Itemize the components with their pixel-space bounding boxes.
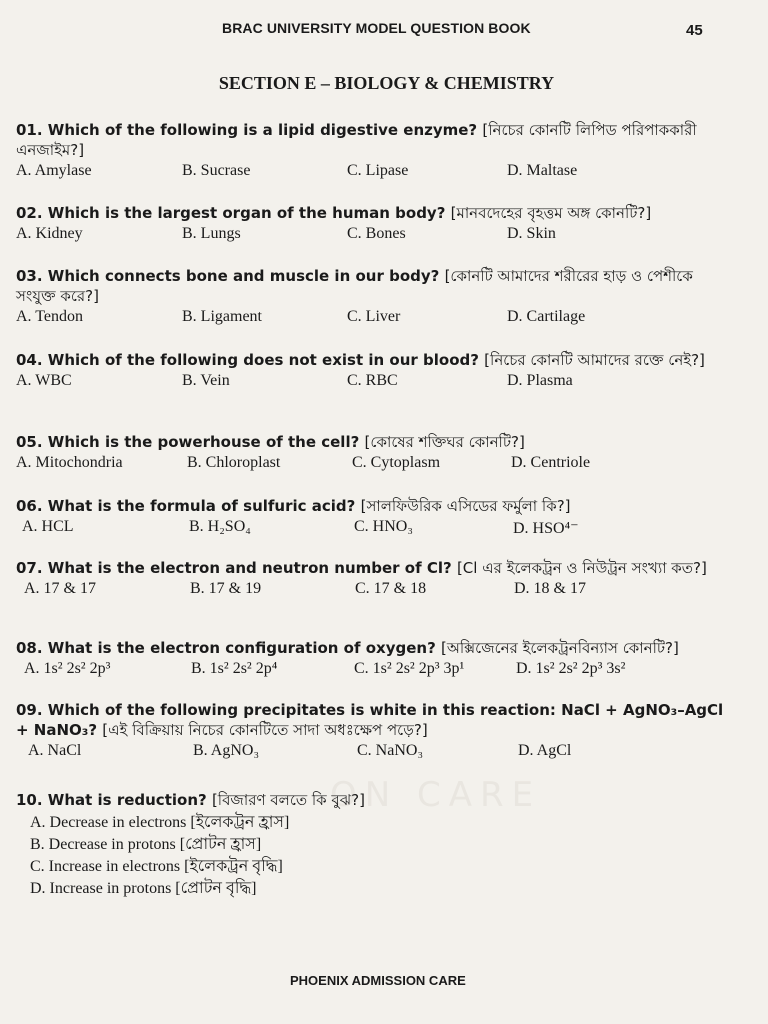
watermark-text: ON CARE: [330, 775, 542, 815]
section-title: SECTION E – BIOLOGY & CHEMISTRY: [218, 73, 555, 93]
question-text: [16, 120, 736, 160]
options-row: [16, 454, 736, 476]
question-bangla: [নিচের কোনটি লিপিড পরিপাককারী এনজাইম?]: [16, 121, 697, 159]
options-row: [16, 225, 736, 247]
options-row: [16, 162, 736, 184]
question-english: 08. What is the electron configuration of oxygen?: [16, 639, 436, 657]
option-d: D. AgCl: [518, 742, 572, 759]
book-title: BRAC UNIVERSITY MODEL QUESTION BOOK: [222, 20, 531, 36]
question-text: [16, 638, 736, 658]
question-text: [16, 350, 736, 370]
question-text: [16, 203, 736, 223]
option-b: B. Decrease in protons [প্রোটন হ্রাস]: [30, 836, 262, 853]
option-c: C. 1s² 2s² 2p³ 3p¹: [354, 660, 465, 677]
options-row: [16, 580, 736, 602]
option-d: D. 18 & 17: [514, 580, 586, 597]
option-c: C. RBC: [347, 372, 398, 389]
options-row: [16, 518, 736, 540]
option-c: C. NaNO₃: [357, 742, 424, 759]
question-4: [16, 350, 736, 394]
question-bangla: [সালফিউরিক এসিডের ফর্মুলা কি?]: [360, 497, 571, 515]
question-english: 02. Which is the largest organ of the human body?: [16, 204, 446, 222]
option-d: D. Skin: [507, 225, 556, 242]
option-a: A. 17 & 17: [24, 580, 96, 597]
question-english: 06. What is the formula of sulfuric acid?: [16, 497, 356, 515]
options-list: [16, 812, 736, 900]
option-c: C. Bones: [347, 225, 406, 242]
option-b: B. 17 & 19: [190, 580, 262, 597]
option-b: B. Vein: [182, 372, 230, 389]
option-a: A. Tendon: [16, 308, 84, 325]
question-text: [16, 790, 736, 810]
question-english: 05. Which is the powerhouse of the cell?: [16, 433, 360, 451]
option-c: C. Cytoplasm: [352, 454, 441, 471]
option-d: D. Increase in protons [প্রোটন বৃদ্ধি]: [30, 880, 257, 897]
option-d: D. HSO⁴⁻: [513, 520, 579, 537]
option-b: B. Sucrase: [182, 162, 251, 179]
question-text: [16, 432, 736, 452]
option-c: C. Lipase: [347, 162, 409, 179]
options-row: [16, 372, 736, 394]
option-c: C. HNO₃: [354, 518, 413, 535]
page-header: [0, 20, 768, 44]
option-d: D. Plasma: [507, 372, 573, 389]
options-row: [16, 308, 736, 330]
question-8: [16, 638, 736, 682]
question-text: [16, 496, 736, 516]
question-english: 09. Which of the following precipitates is white in this reaction: NaCl + AgNO₃–AgCl + NaNO₃?: [16, 701, 724, 739]
option-a: A. HCL: [22, 518, 74, 535]
question-5: [16, 432, 736, 476]
option-a: A. 1s² 2s² 2p³: [24, 660, 111, 677]
option-b: B. H₂SO₄: [189, 518, 251, 535]
page-number: 45: [686, 22, 703, 39]
question-bangla: [বিজারণ বলতে কি বুঝ?]: [211, 791, 365, 809]
option-a: A. Kidney: [16, 225, 83, 242]
question-bangla: [Cl এর ইলেকট্রন ও নিউট্রন সংখ্যা কত?]: [456, 559, 707, 577]
option-d: D. 1s² 2s² 2p³ 3s²: [516, 660, 626, 677]
question-bangla: [কোষের শক্তিঘর কোনটি?]: [364, 433, 525, 451]
option-b: B. Lungs: [182, 225, 241, 242]
question-3: [16, 266, 736, 330]
option-a: A. Amylase: [16, 162, 92, 179]
question-text: [16, 700, 736, 740]
question-english: 07. What is the electron and neutron number of Cl?: [16, 559, 452, 577]
option-a: A. Mitochondria: [16, 454, 123, 471]
option-b: B. Chloroplast: [187, 454, 281, 471]
option-b: B. AgNO₃: [193, 742, 260, 759]
question-7: [16, 558, 736, 602]
option-d: D. Centriole: [511, 454, 591, 471]
question-1: [16, 120, 736, 184]
question-english: 10. What is reduction?: [16, 791, 207, 809]
question-9: [16, 700, 736, 764]
page-footer: PHOENIX ADMISSION CARE: [290, 973, 466, 988]
question-bangla: [এই বিক্রিয়ায় নিচের কোনটিতে সাদা অধঃক্ষেপ পড়ে?]: [102, 721, 428, 739]
option-d: D. Cartilage: [507, 308, 586, 325]
question-english: 01. Which of the following is a lipid digestive enzyme?: [16, 121, 478, 139]
question-10: [16, 790, 736, 900]
options-row: [16, 742, 736, 764]
option-a: A. NaCl: [28, 742, 82, 759]
question-text: [16, 266, 736, 306]
option-c: C. Liver: [347, 308, 401, 325]
question-bangla: [কোনটি আমাদের শরীরের হাড় ও পেশীকে সংযুক্ত করে?]: [16, 267, 693, 305]
question-bangla: [মানবদেহের বৃহত্তম অঙ্গ কোনটি?]: [450, 204, 652, 222]
option-b: B. 1s² 2s² 2p⁴: [191, 660, 278, 677]
option-c: C. Increase in electrons [ইলেকট্রন বৃদ্ধি]: [30, 858, 283, 875]
question-english: 03. Which connects bone and muscle in our body?: [16, 267, 440, 285]
option-c: C. 17 & 18: [355, 580, 427, 597]
question-text: [16, 558, 736, 578]
question-2: [16, 203, 736, 247]
option-a: A. Decrease in electrons [ইলেকট্রন হ্রাস]: [30, 814, 290, 831]
options-row: [16, 660, 736, 682]
question-6: [16, 496, 736, 540]
question-bangla: [নিচের কোনটি আমাদের রক্তে নেই?]: [484, 351, 705, 369]
option-b: B. Ligament: [182, 308, 262, 325]
question-english: 04. Which of the following does not exist in our blood?: [16, 351, 479, 369]
option-d: D. Maltase: [507, 162, 578, 179]
question-bangla: [অক্সিজেনের ইলেকট্রনবিন্যাস কোনটি?]: [441, 639, 679, 657]
option-a: A. WBC: [16, 372, 72, 389]
